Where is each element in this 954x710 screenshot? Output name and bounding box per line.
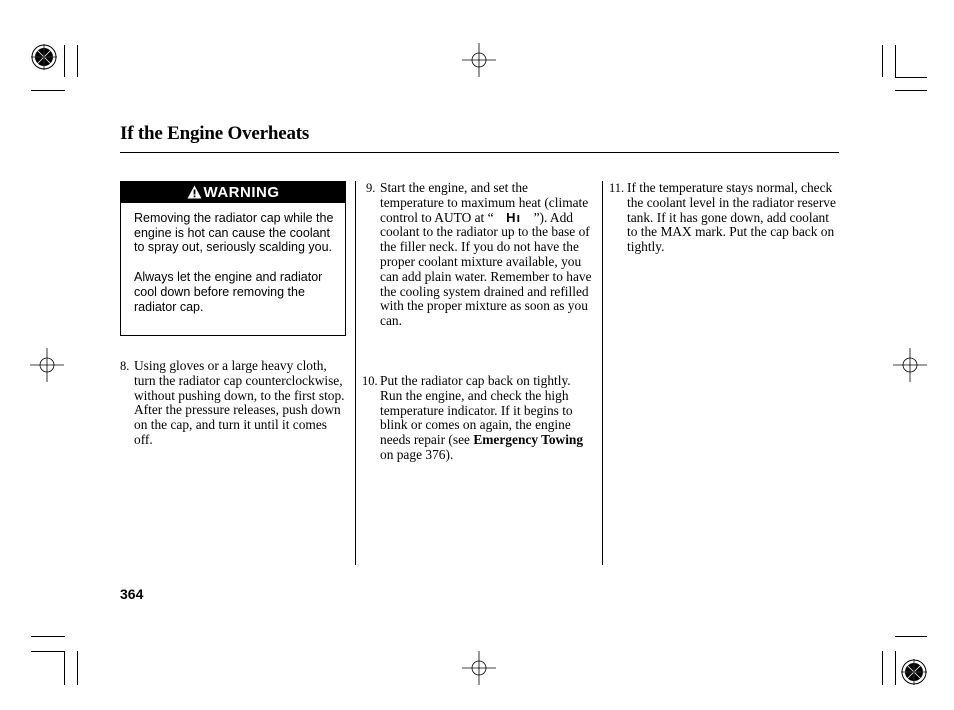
step-text	[380, 181, 594, 329]
crosshair-registration-icon	[462, 43, 496, 77]
page-reference[interactable]: 376	[425, 446, 446, 462]
step-text-part: Put the radiator cap back on tightly. Run the engine, and check the high temperature indicator. If it begins to blink or comes on again, the engine needs repair (see	[380, 373, 573, 448]
step-number: 9.	[366, 181, 376, 195]
step-text: If the temperature stays normal, check the coolant level in the radiator reserve tank. If it has gone down, add coolant to the MAX mark. Put the cap back on tightly.	[627, 180, 836, 255]
crosshair-registration-icon	[462, 651, 496, 685]
page-title: If the Engine Overheats	[120, 123, 310, 144]
step-text-part: ”). Add coolant to the radiator up to the base of the filler neck. If you do not have the proper coolant mixture available, you can add plain water. Remember to have the cooling system drained and refilled with the proper mixture as soon as you can.	[380, 209, 592, 329]
step-text: Using gloves or a large heavy cloth, turn the radiator cap counterclockwise, without pushing down, to the first stop. After the pressure releases, push down on the cap, and turn it until it comes off.	[134, 358, 345, 447]
crosshair-registration-icon	[893, 348, 927, 382]
warning-paragraph: Always let the engine and radiator cool down before removing the radiator cap.	[134, 270, 323, 314]
warning-box	[120, 181, 346, 336]
step-text	[380, 374, 594, 463]
starburst-registration-icon	[901, 659, 927, 685]
column-divider	[602, 181, 603, 565]
emergency-towing-reference[interactable]: Emergency Towing	[473, 432, 584, 448]
starburst-registration-icon	[31, 44, 57, 70]
open-quote: “	[487, 209, 494, 225]
step-number: 8.	[120, 359, 130, 373]
warning-body	[134, 211, 339, 314]
warning-paragraph: Removing the radiator cap while the engine is hot can cause the coolant to spray out, seriously scalding you.	[134, 211, 334, 255]
warning-triangle-icon	[187, 185, 202, 199]
crosshair-registration-icon	[30, 348, 64, 382]
step-text-part: on page	[380, 446, 423, 462]
step-number: 11.	[609, 181, 625, 195]
step-number: 10.	[362, 374, 378, 388]
column-divider	[355, 181, 356, 565]
title-rule	[120, 152, 839, 153]
warning-header	[121, 182, 345, 203]
warning-label: WARNING	[203, 184, 280, 201]
page-number: 364	[120, 586, 144, 602]
step-text-part: Start the engine, and set the temperature to maximum heat (climate control to AUTO at	[380, 180, 589, 225]
max-heat-hi-icon: Hı	[506, 209, 522, 225]
step-text-part: ).	[445, 446, 454, 462]
